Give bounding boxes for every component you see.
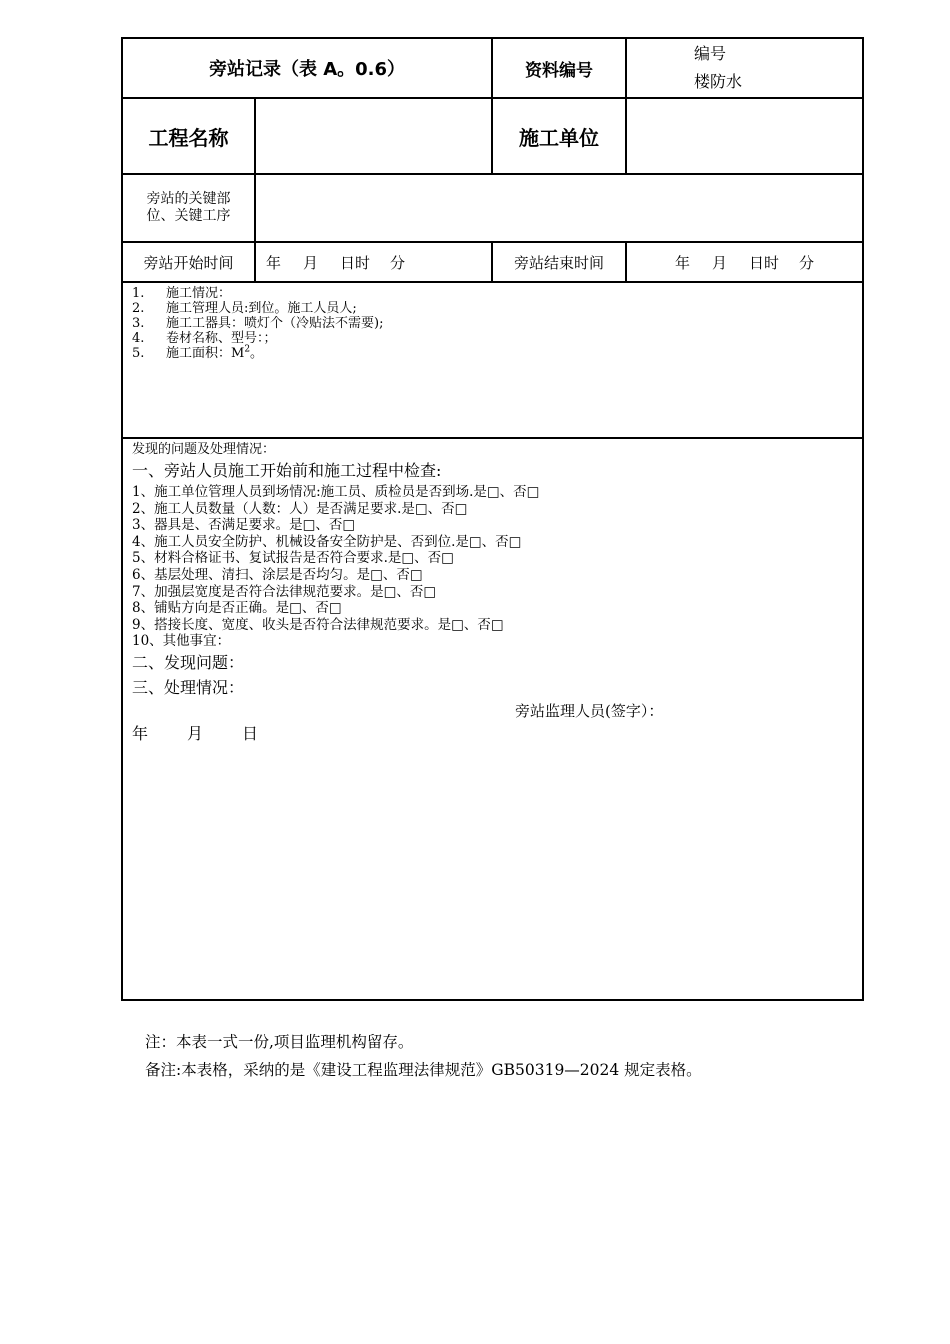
check-item: 1、施工单位管理人员到场情况:施工员、质检员是否到场.是□、否□	[132, 484, 540, 500]
check-item: 2、施工人员数量（人数：人）是否满足要求.是□、否□	[132, 500, 468, 517]
construction-item: 4. 卷材名称、型号：；	[132, 331, 277, 346]
end-year: 年	[674, 253, 690, 272]
start-year: 年	[266, 253, 282, 272]
date-year: 年	[132, 723, 149, 743]
end-time-field[interactable]	[626, 242, 863, 282]
record-form	[121, 37, 862, 999]
check-item: 4、施工人员安全防护、机械设备安全防护是、否到位.是□、否□	[132, 533, 522, 550]
key-parts-field[interactable]	[255, 174, 863, 242]
construction-unit-field[interactable]	[626, 98, 863, 174]
record-table	[121, 37, 864, 1001]
data-no-label: 资料编号	[492, 38, 626, 98]
issues-label: 发现的问题及处理情况：	[132, 442, 276, 457]
start-time-label: 旁站开始时间	[122, 242, 255, 282]
construction-section	[122, 282, 863, 438]
check-item: 10、其他事宜：	[132, 633, 231, 650]
check-item: 8、铺贴方向是否正确。是□、否□	[132, 600, 342, 617]
check-item: 9、搭接长度、宽度、收头是否符合法律规范要求。是□、否□	[132, 616, 504, 633]
supervisor-signature-label[interactable]: 旁站监理人员(签字）：	[515, 701, 664, 720]
footnote-2: 备注:本表格，采纳的是《建设工程监理法律规范》GB50319—2024 规定表格。	[145, 1061, 702, 1079]
area-unit-superscript: 2	[244, 344, 251, 355]
project-name-field[interactable]	[255, 98, 492, 174]
date-day: 日	[242, 723, 259, 743]
section-1-heading: 一、旁站人员施工开始前和施工过程中检查:	[132, 461, 442, 480]
header-row	[122, 38, 863, 98]
date-month: 月	[187, 723, 204, 743]
check-item: 7、加强层宽度是否符合法律规范要求。是□、否□	[132, 583, 437, 600]
signature-date	[132, 722, 862, 746]
key-parts-label	[122, 174, 255, 242]
footnote-1: 注：本表一式一份,项目监理机构留存。	[145, 1033, 414, 1051]
check-item: 5、材料合格证书、复试报告是否符合要求.是□、否□	[132, 550, 454, 567]
end-month: 月	[711, 253, 727, 272]
section-2-heading: 二、发现问题：	[132, 652, 245, 672]
end-day-hour: 日时	[749, 253, 780, 272]
project-row	[122, 98, 863, 174]
key-parts-label-line-2: 位、关键工序	[146, 208, 231, 224]
end-time-label: 旁站结束时间	[492, 242, 626, 282]
start-minute: 分	[390, 253, 406, 272]
key-parts-row	[122, 174, 863, 242]
construction-row	[122, 282, 863, 438]
construction-item: 2. 施工管理人员:到位。施工人员人;	[132, 301, 357, 316]
issues-section	[122, 438, 863, 1000]
issues-row	[122, 438, 863, 1000]
section-3-heading: 三、处理情况：	[132, 677, 245, 697]
check-item: 3、器具是、否满足要求。是□、否□	[132, 517, 356, 534]
footnotes	[145, 1028, 702, 1084]
construction-item: 1. 施工情况：	[132, 286, 232, 301]
code-line-1: 编号	[694, 44, 727, 63]
start-time-field[interactable]	[255, 242, 492, 282]
form-title: 旁站记录（表 A。0.6）	[122, 38, 492, 98]
time-row	[122, 242, 863, 282]
construction-item: 5. 施工面积：$M^2$。	[132, 344, 264, 361]
start-day-hour: 日时	[340, 253, 371, 272]
key-parts-label-line-1: 旁站的关键部	[146, 191, 231, 207]
project-name-label: 工程名称	[122, 98, 255, 174]
end-minute: 分	[799, 253, 815, 272]
check-item: 6、基层处理、清扫、涂层是否均匀。是□、否□	[132, 566, 423, 583]
code-cell	[626, 38, 863, 98]
construction-item: 3. 施工工器具：喷灯个（冷贴法不需要);	[132, 316, 384, 331]
code-line-2: 楼防水	[694, 72, 743, 91]
start-month: 月	[303, 253, 319, 272]
construction-unit-label: 施工单位	[492, 98, 626, 174]
